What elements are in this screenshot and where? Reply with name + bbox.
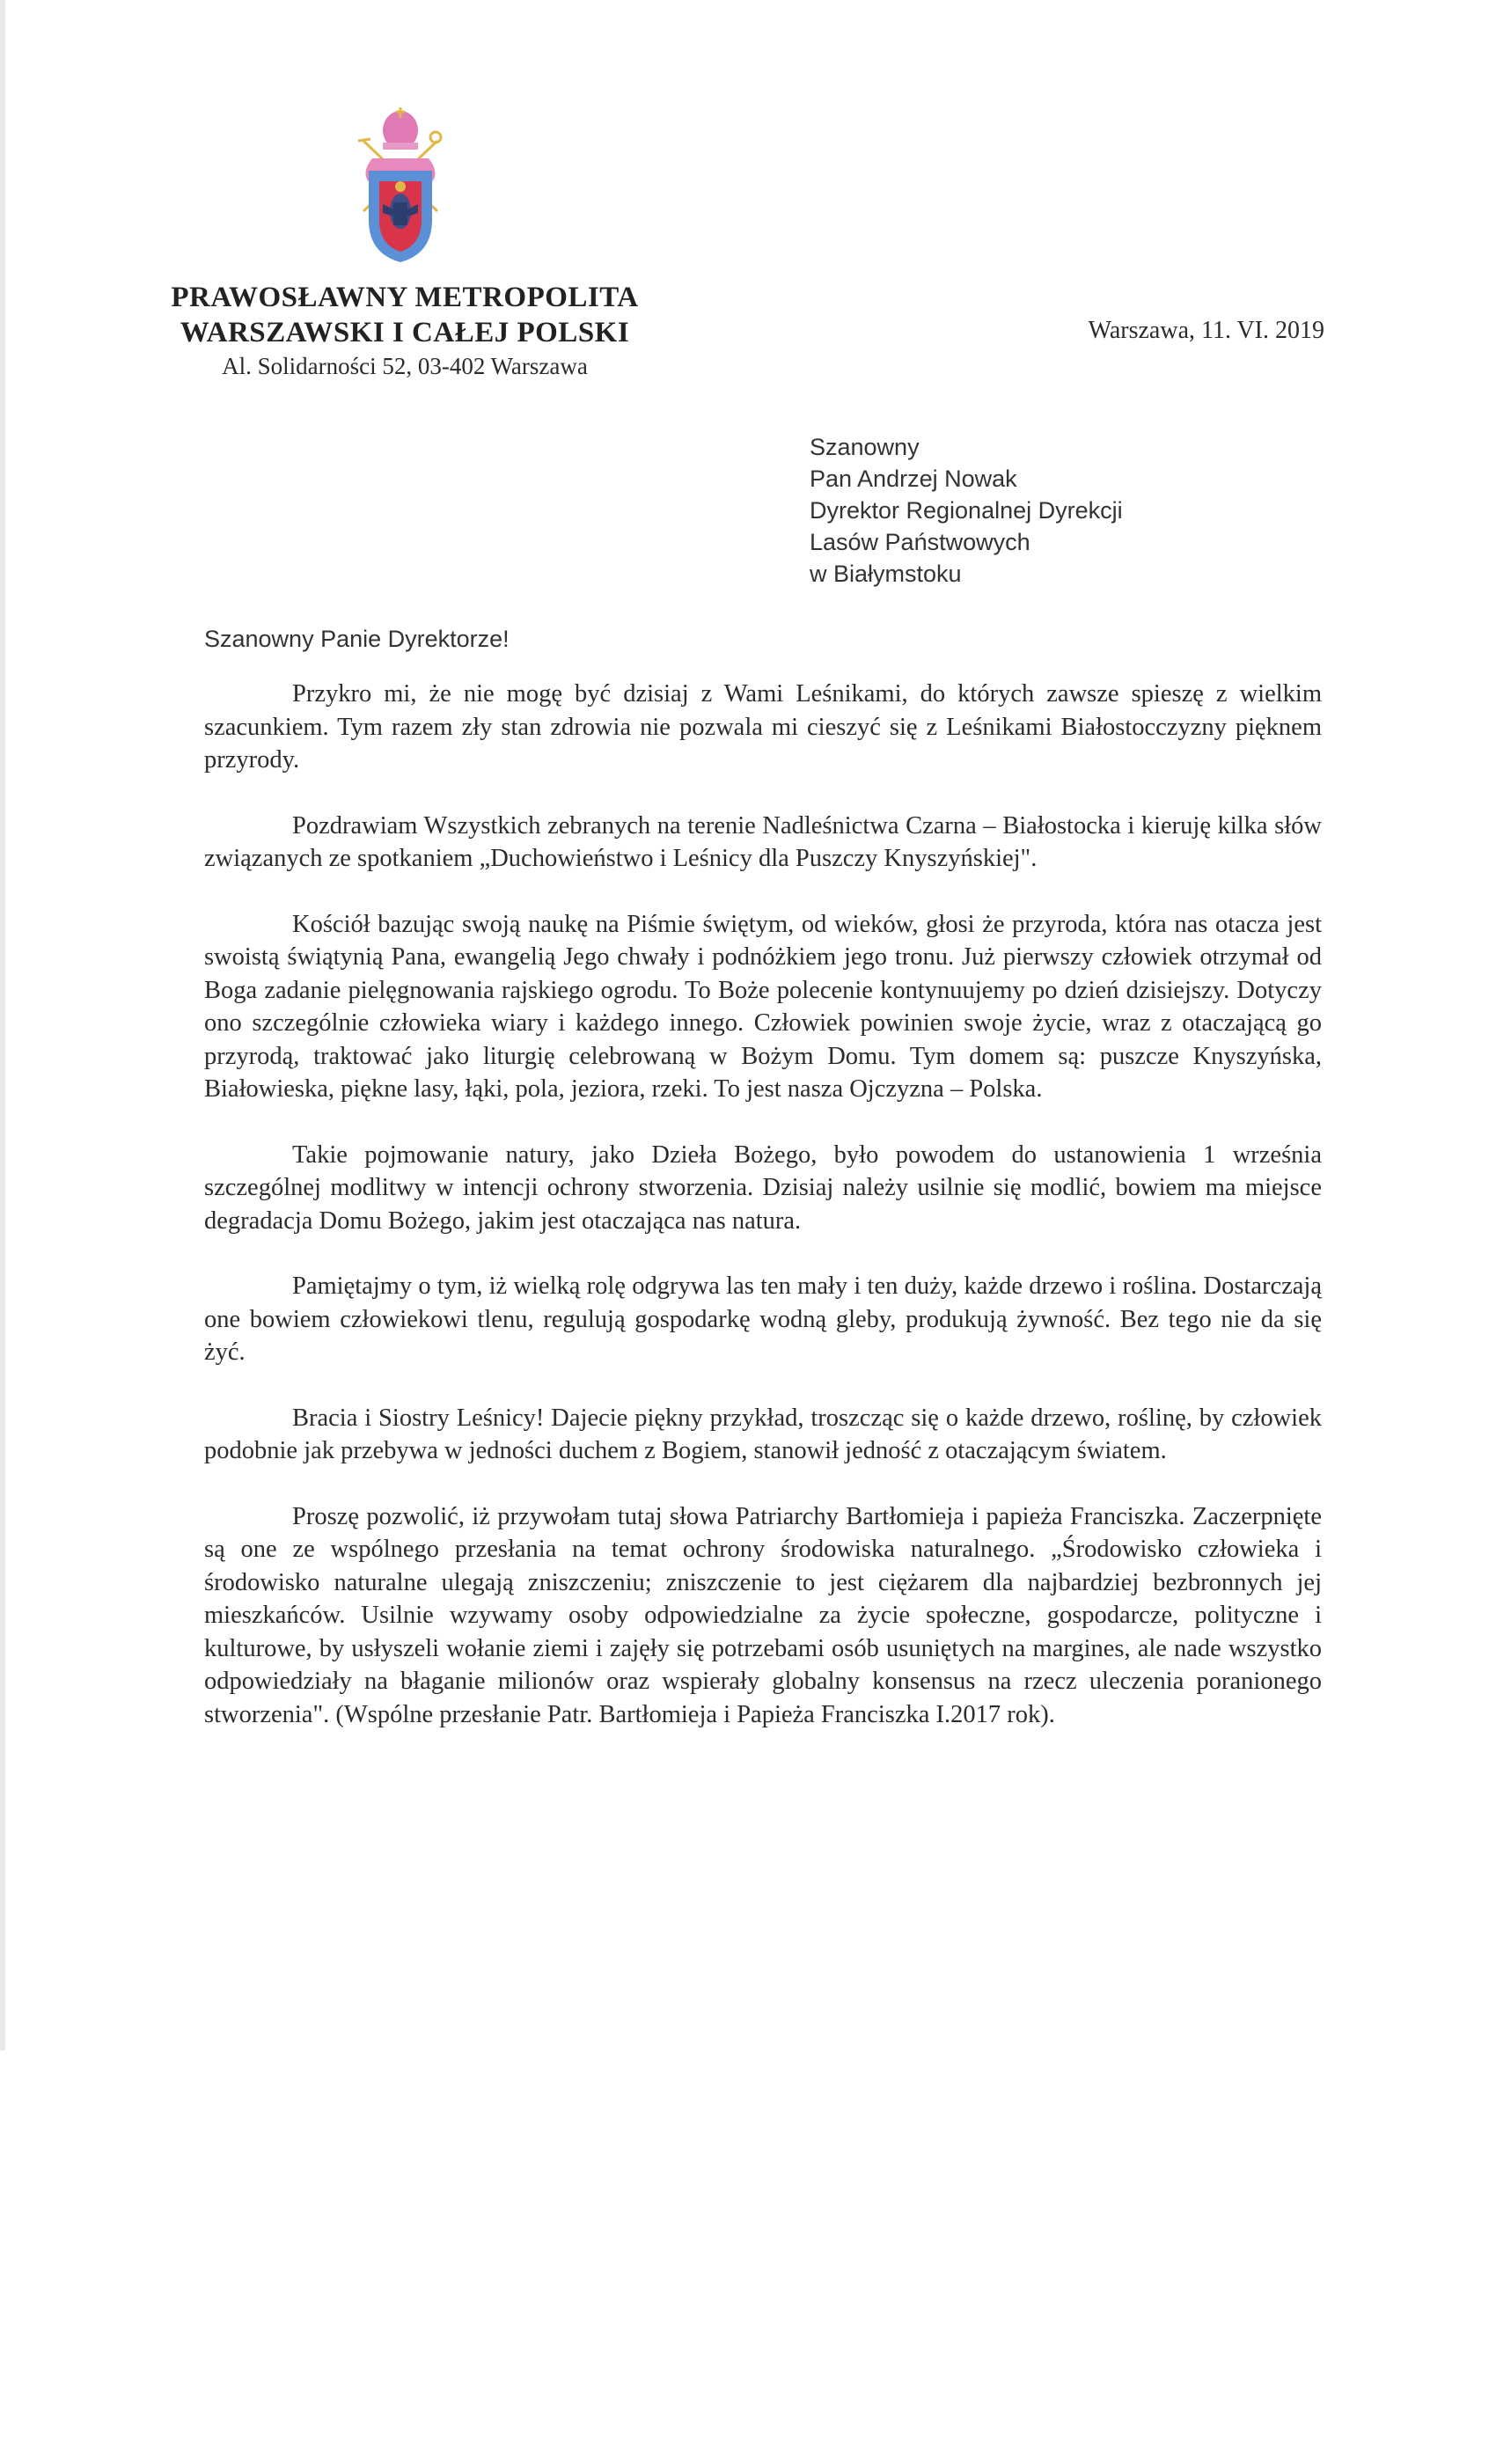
letterhead-address: Al. Solidarności 52, 03-402 Warszawa xyxy=(222,353,588,379)
recipient-line: w Białymstoku xyxy=(810,561,962,587)
body-paragraph: Pozdrawiam Wszystkich zebranych na terenie Nadleśnictwa Czarna – Białostocka i kieruję kilka słów związanych ze spotkaniem „Duchowieństwo i Leśnicy dla Puszczy Knyszyńskiej". xyxy=(204,811,1322,872)
body-paragraph: Przykro mi, że nie mogę być dzisiaj z Wami Leśnikami, do których zawsze spieszę z wielkim szacunkiem. Tym razem zły stan zdrowia nie pozwala mi cieszyć się z Leśnikami Białostocczyzny pięknem przyrody. xyxy=(204,680,1322,774)
body-paragraph: Kościół bazując swoją naukę na Piśmie świętym, od wieków, głosi że przyroda, która nas otacza jest swoistą świątynią Pana, ewangelią Jego chwały i podnóżkiem jego tronu. Już pierwszy człowiek otrzymał od Boga zadanie pielęgnowania rajskiego ogrodu. To Boże polecenie kontynuujemy po dzień dzisiejszy. Dotyczy ono szczególnie człowieka wiary i każdego innego. Człowiek powinien swoje życie, wraz z otaczającą go przyrodą, traktować jako liturgię celebrowaną w Bożym Domu. Tym domem są: puszcze Knyszyńska, Białowieska, piękne lasy, łąki, pola, jeziora, rzeki. To jest nasza Ojczyzna – Polska. xyxy=(204,910,1322,1103)
scan-edge xyxy=(0,0,5,2050)
letter-body xyxy=(204,678,1322,1764)
body-paragraph: Proszę pozwolić, iż przywołam tutaj słowa Patriarchy Bartłomieja i papieża Franciszka. Zaczerpnięte są one ze wspólnego przesłania na temat ochrony środowiska naturalnego. „Środowisko człowieka i środowisko naturalne ulegają zniszczeniu; zniszczenie to jest ciężarem dla najbardziej bezbronnych jej mieszkańców. Usilnie wzywamy osoby odpowiedzialne za życie społeczne, gospodarcze, polityczne i kulturowe, by usłyszeli wołanie ziemi i zajęły się potrzebami osób usuniętych na margines, ale nade wszystko odpowiedziały na błaganie milionów oraz wspierały globalny konsensus na rzecz uleczenia poranionego stworzenia". (Wspólne przesłanie Patr. Bartłomieja i Papieża Franciszka I.2017 rok). xyxy=(204,1502,1322,1728)
letterhead-title-line2: WARSZAWSKI I CAŁEJ POLSKI xyxy=(180,317,630,348)
body-paragraph: Bracia i Siostry Leśnicy! Dajecie piękny przykład, troszcząc się o każde drzewo, roślinę, by człowiek podobnie jak przebywa w jedności duchem z Bogiem, stanowił jedność z otaczającym światem. xyxy=(204,1404,1322,1464)
body-paragraph: Takie pojmowanie natury, jako Dzieła Bożego, było powodem do ustanowienia 1 września szczególnej modlitwy w intencji ochrony stworzenia. Dzisiaj należy usilnie się modlić, bowiem ma miejsce degradacja Domu Bożego, jakim jest otaczająca nas natura. xyxy=(204,1140,1322,1235)
letterhead xyxy=(132,280,678,382)
mitre-band xyxy=(383,143,418,150)
body-paragraph: Pamiętajmy o tym, iż wielką rolę odgrywa las ten mały i ten duży, każde drzewo i roślina. Dostarczają one bowiem człowiekowi tlenu, regulują gospodarkę wodną gleby, produkują żywność. Bez tego nie da się żyć. xyxy=(204,1272,1322,1366)
letterhead-title-line1: PRAWOSŁAWNY METROPOLITA xyxy=(171,282,639,313)
letter-date: Warszawa, 11. VI. 2019 xyxy=(1088,317,1324,344)
shield-top-ornament xyxy=(395,181,406,192)
salutation: Szanowny Panie Dyrektorze! xyxy=(204,626,510,652)
recipient-line: Pan Andrzej Nowak xyxy=(810,466,1017,492)
recipient-line: Lasów Państwowych xyxy=(810,529,1030,555)
cross-bar xyxy=(358,139,370,141)
recipient-block xyxy=(810,431,1123,590)
shield-figure-body xyxy=(393,202,407,225)
recipient-line: Szanowny xyxy=(810,434,920,460)
metropolitan-coat-of-arms-icon xyxy=(348,106,453,268)
recipient-line: Dyrektor Regionalnej Dyrekcji xyxy=(810,497,1123,524)
